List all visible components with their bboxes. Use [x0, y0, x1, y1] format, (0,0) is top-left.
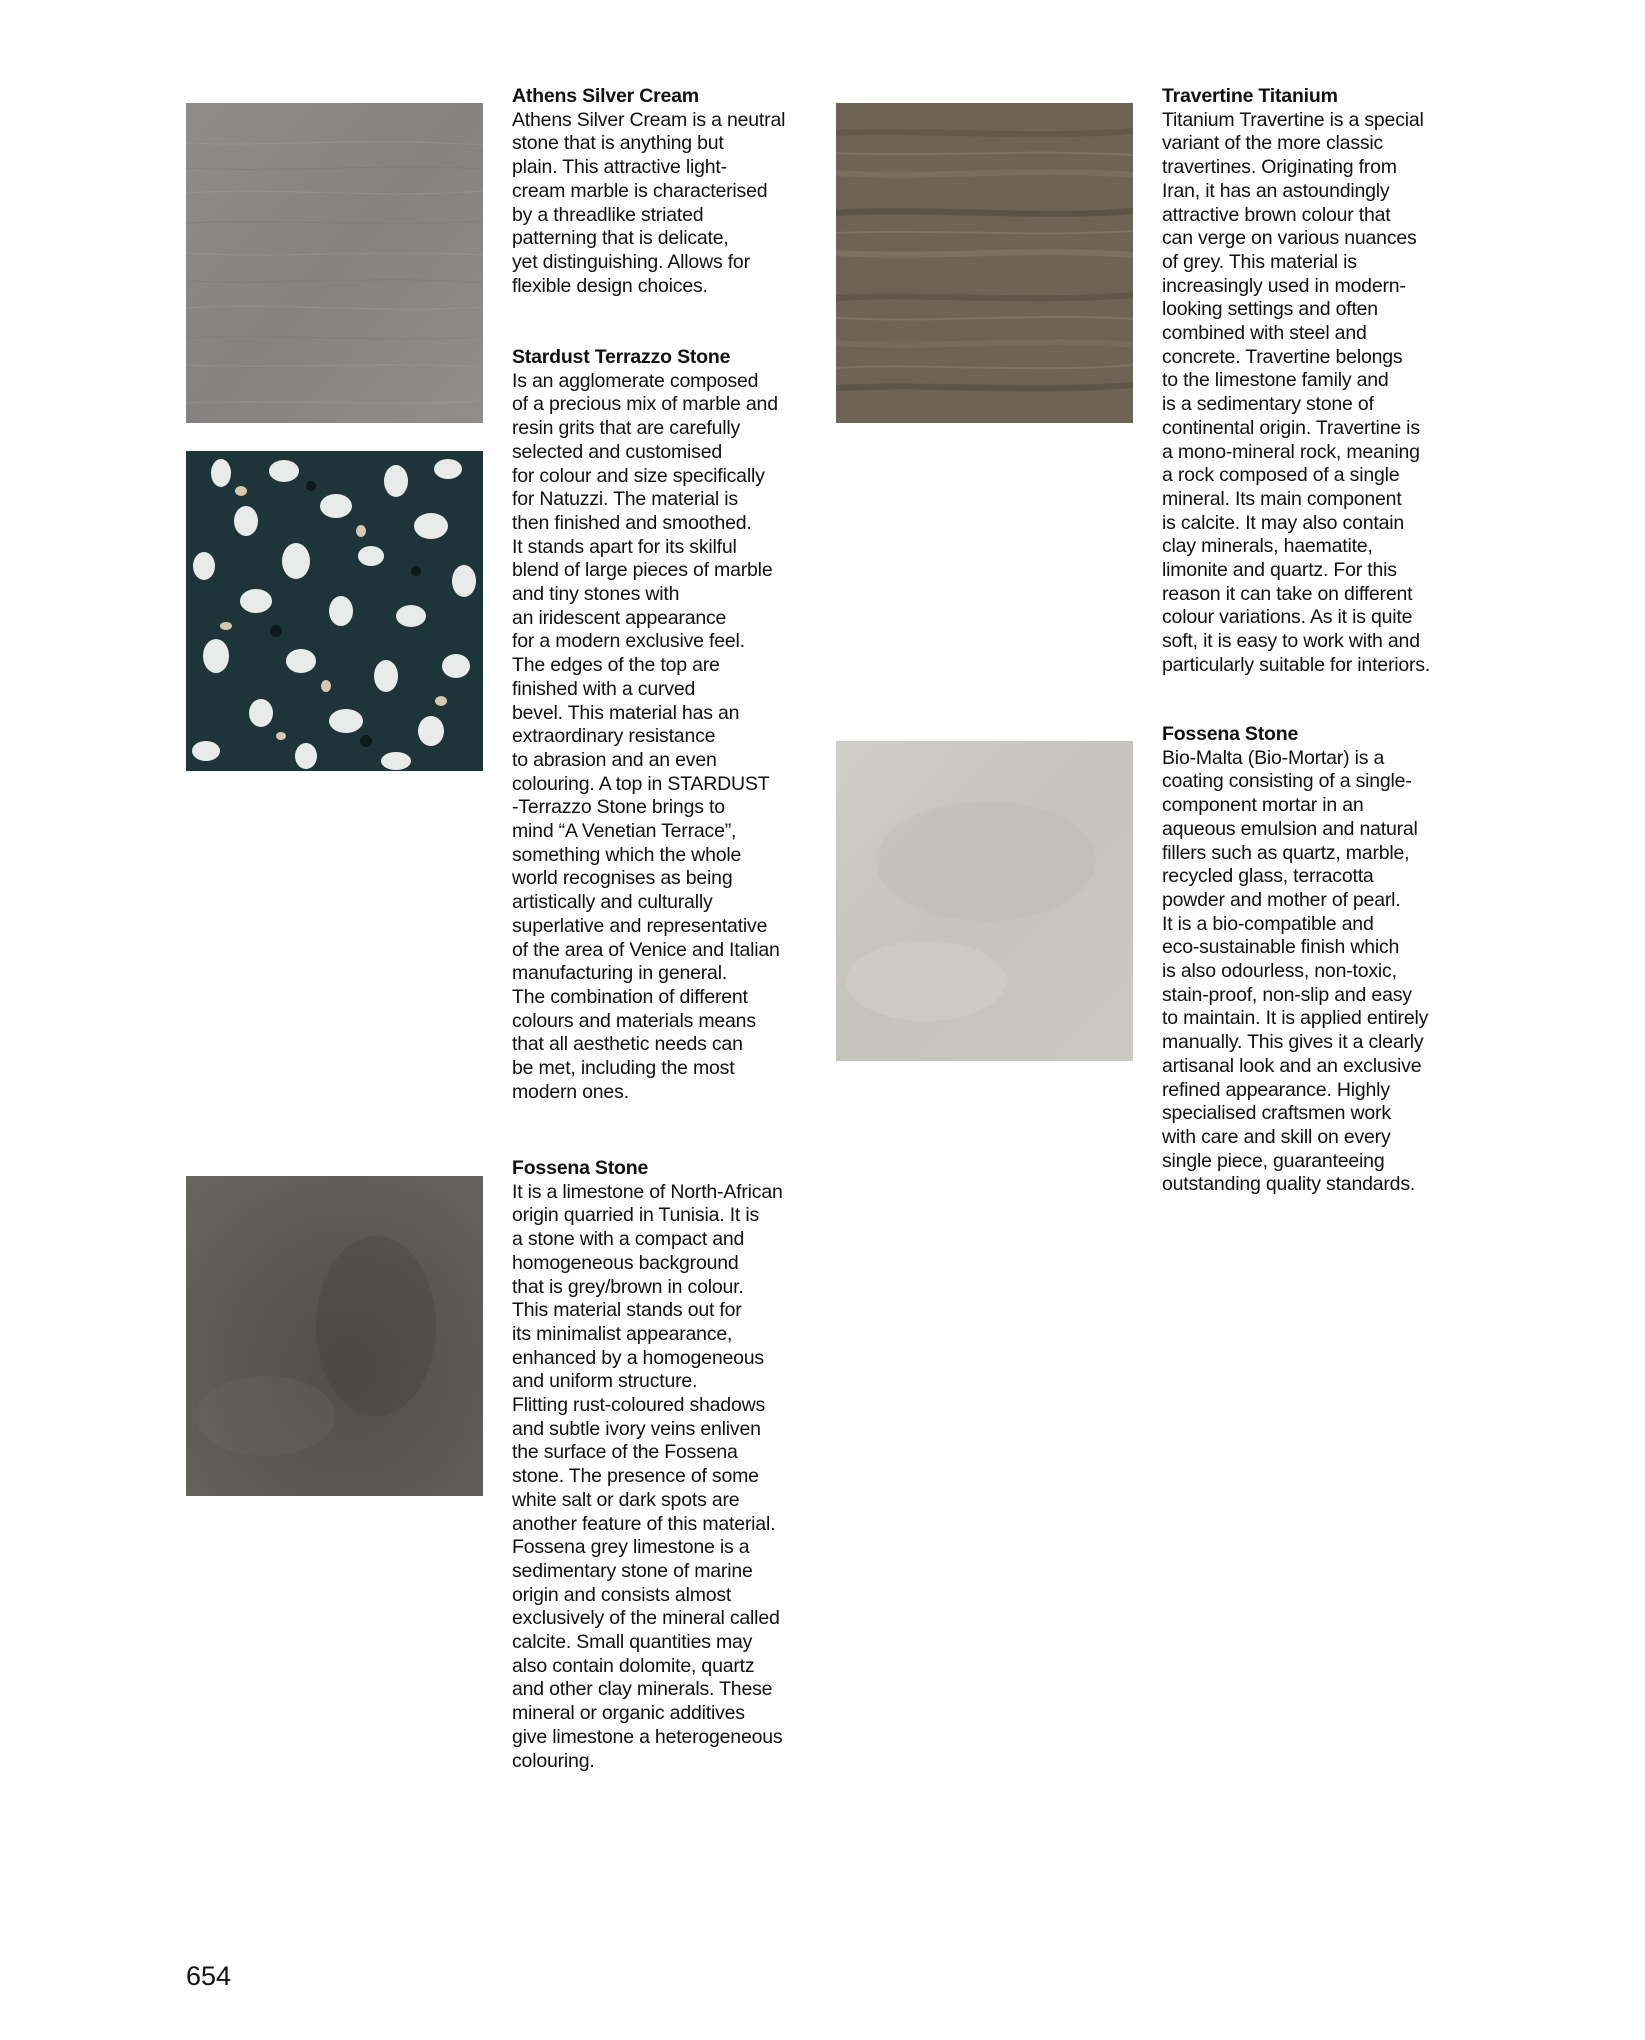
- entry-title: Fossena Stone: [1162, 723, 1299, 745]
- entry-description: It is a limestone of North-African origin quarried in Tunisia. It is a stone with a compact and homogeneous background that is grey/brown in colour. This material stands out for its minimalist appearance, enhanced by a homogeneous and uniform structure. Flitting rust-coloured shadows and subtle ivory veins enliven the surface of the Fossena stone. The presence of some white salt or dark spots are another feature of this material. Fossena grey limestone is a sedimentary stone of marine origin and consists almost exclusively of the mineral called calcite. Small quantities may also contain dolomite, quartz and other clay minerals. These mineral or organic additives give limestone a heterogeneous colouring.: [512, 1180, 783, 1772]
- fossena-stone-swatch-grey: [186, 1176, 483, 1496]
- athens-silver-cream-swatch: [186, 103, 483, 423]
- entry-description: Athens Silver Cream is a neutral stone that is anything but plain. This attractive light- cream marble is characterised by a threadlike striated patterning that is delicate, yet distinguishing. Allows for flexible design choices.: [512, 108, 786, 297]
- entry-description: Titanium Travertine is a special variant of the more classic travertines. Originating from Iran, it has an astoundingly attractive brown colour that can verge on various nuances of grey. This material is increasingly used in modern- looking settings and often combined with steel and concrete. Travertine belongs to the limestone family and is a sedimentary stone of continental origin. Travertine is a mono-mineral rock, meaning a rock composed of a single mineral. Its main component is calcite. It may also contain clay minerals, haematite, limonite and quartz. For this reason it can take on different colour variations. As it is quite soft, it is easy to work with and particularly suitable for interiors.: [1162, 108, 1431, 676]
- entry-description: Is an agglomerate composed of a precious mix of marble and resin grits that are carefully selected and customised for colour and size specifically for Natuzzi. The material is then finished and smoothed. It stands apart for its skilful blend of large pieces of marble and tiny stones with an iridescent appearance for a modern exclusive feel. The edges of the top are finished with a curved bevel. This material has an extraordinary resistance to abrasion and an even colouring. A top in STARDUST -Terrazzo Stone brings to mind “A Venetian Terrace”, something which the whole world recognises as being artistically and culturally superlative and representative of the area of Venice and Italian manufacturing in general. The combination of different colours and materials means that all aesthetic needs can be met, including the most modern ones.: [512, 369, 780, 1103]
- fossena-stone-entry-right: [1162, 723, 1472, 1197]
- entry-description: Bio-Malta (Bio-Mortar) is a coating consisting of a single- component mortar in an aqueous emulsion and natural fillers such as quartz, marble, recycled glass, terracotta powder and mother of pearl. It is a bio-compatible and eco-sustainable finish which is also odourless, non-toxic, stain-proof, non-slip and easy to maintain. It is applied entirely manually. This gives it a clearly artisanal look and an exclusive refined appearance. Highly specialised craftsmen work with care and skill on every single piece, guaranteeing outstanding quality standards.: [1162, 746, 1429, 1196]
- fossena-stone-swatch-light: [836, 741, 1133, 1061]
- entry-title: Fossena Stone: [512, 1157, 649, 1179]
- stardust-terrazzo-swatch: [186, 451, 483, 771]
- entry-title: Stardust Terrazzo Stone: [512, 346, 731, 368]
- travertine-titanium-swatch: [836, 103, 1133, 423]
- entry-title: Travertine Titanium: [1162, 85, 1338, 107]
- athens-silver-cream-entry: [512, 85, 822, 298]
- stardust-terrazzo-entry: [512, 346, 822, 1105]
- fossena-stone-entry-left: [512, 1157, 822, 1773]
- entry-title: Athens Silver Cream: [512, 85, 699, 107]
- travertine-titanium-entry: [1162, 85, 1472, 678]
- page-number: 654: [186, 1961, 232, 1991]
